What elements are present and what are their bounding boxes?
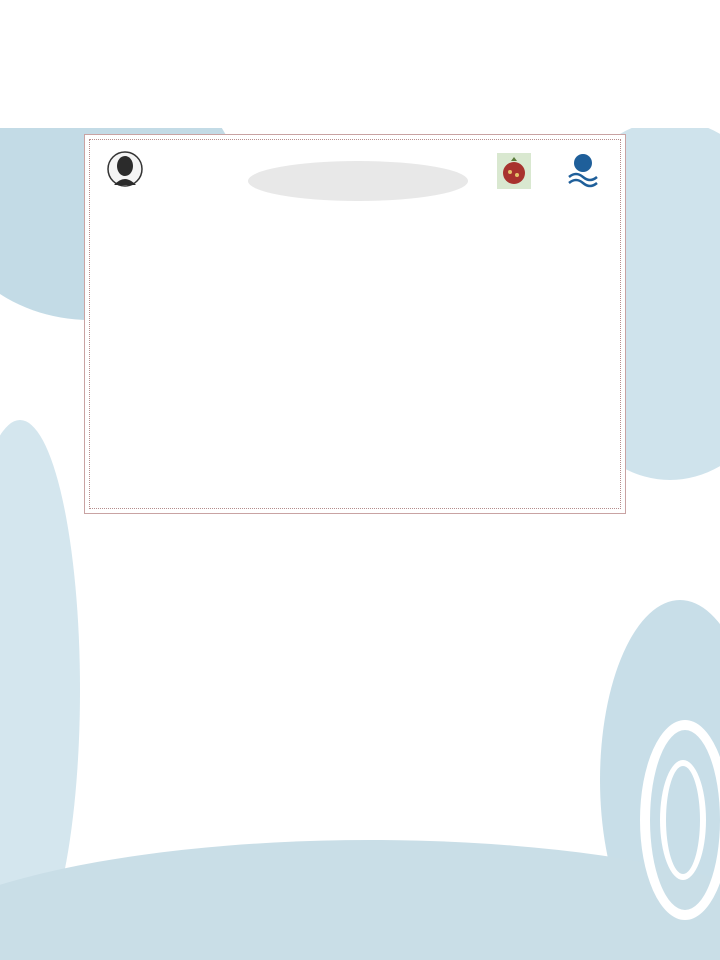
header [0,0,720,128]
signature-block [447,447,627,457]
signature-block [265,447,445,457]
invitation-card [84,134,626,514]
pomegranate-logo-icon [497,153,531,189]
background-swirl [660,760,706,880]
people-chain-icon [235,149,481,215]
signature-block [85,447,265,457]
background-wave [0,840,720,960]
bust-logo-icon [107,149,143,189]
wave-logo-icon [565,149,601,189]
